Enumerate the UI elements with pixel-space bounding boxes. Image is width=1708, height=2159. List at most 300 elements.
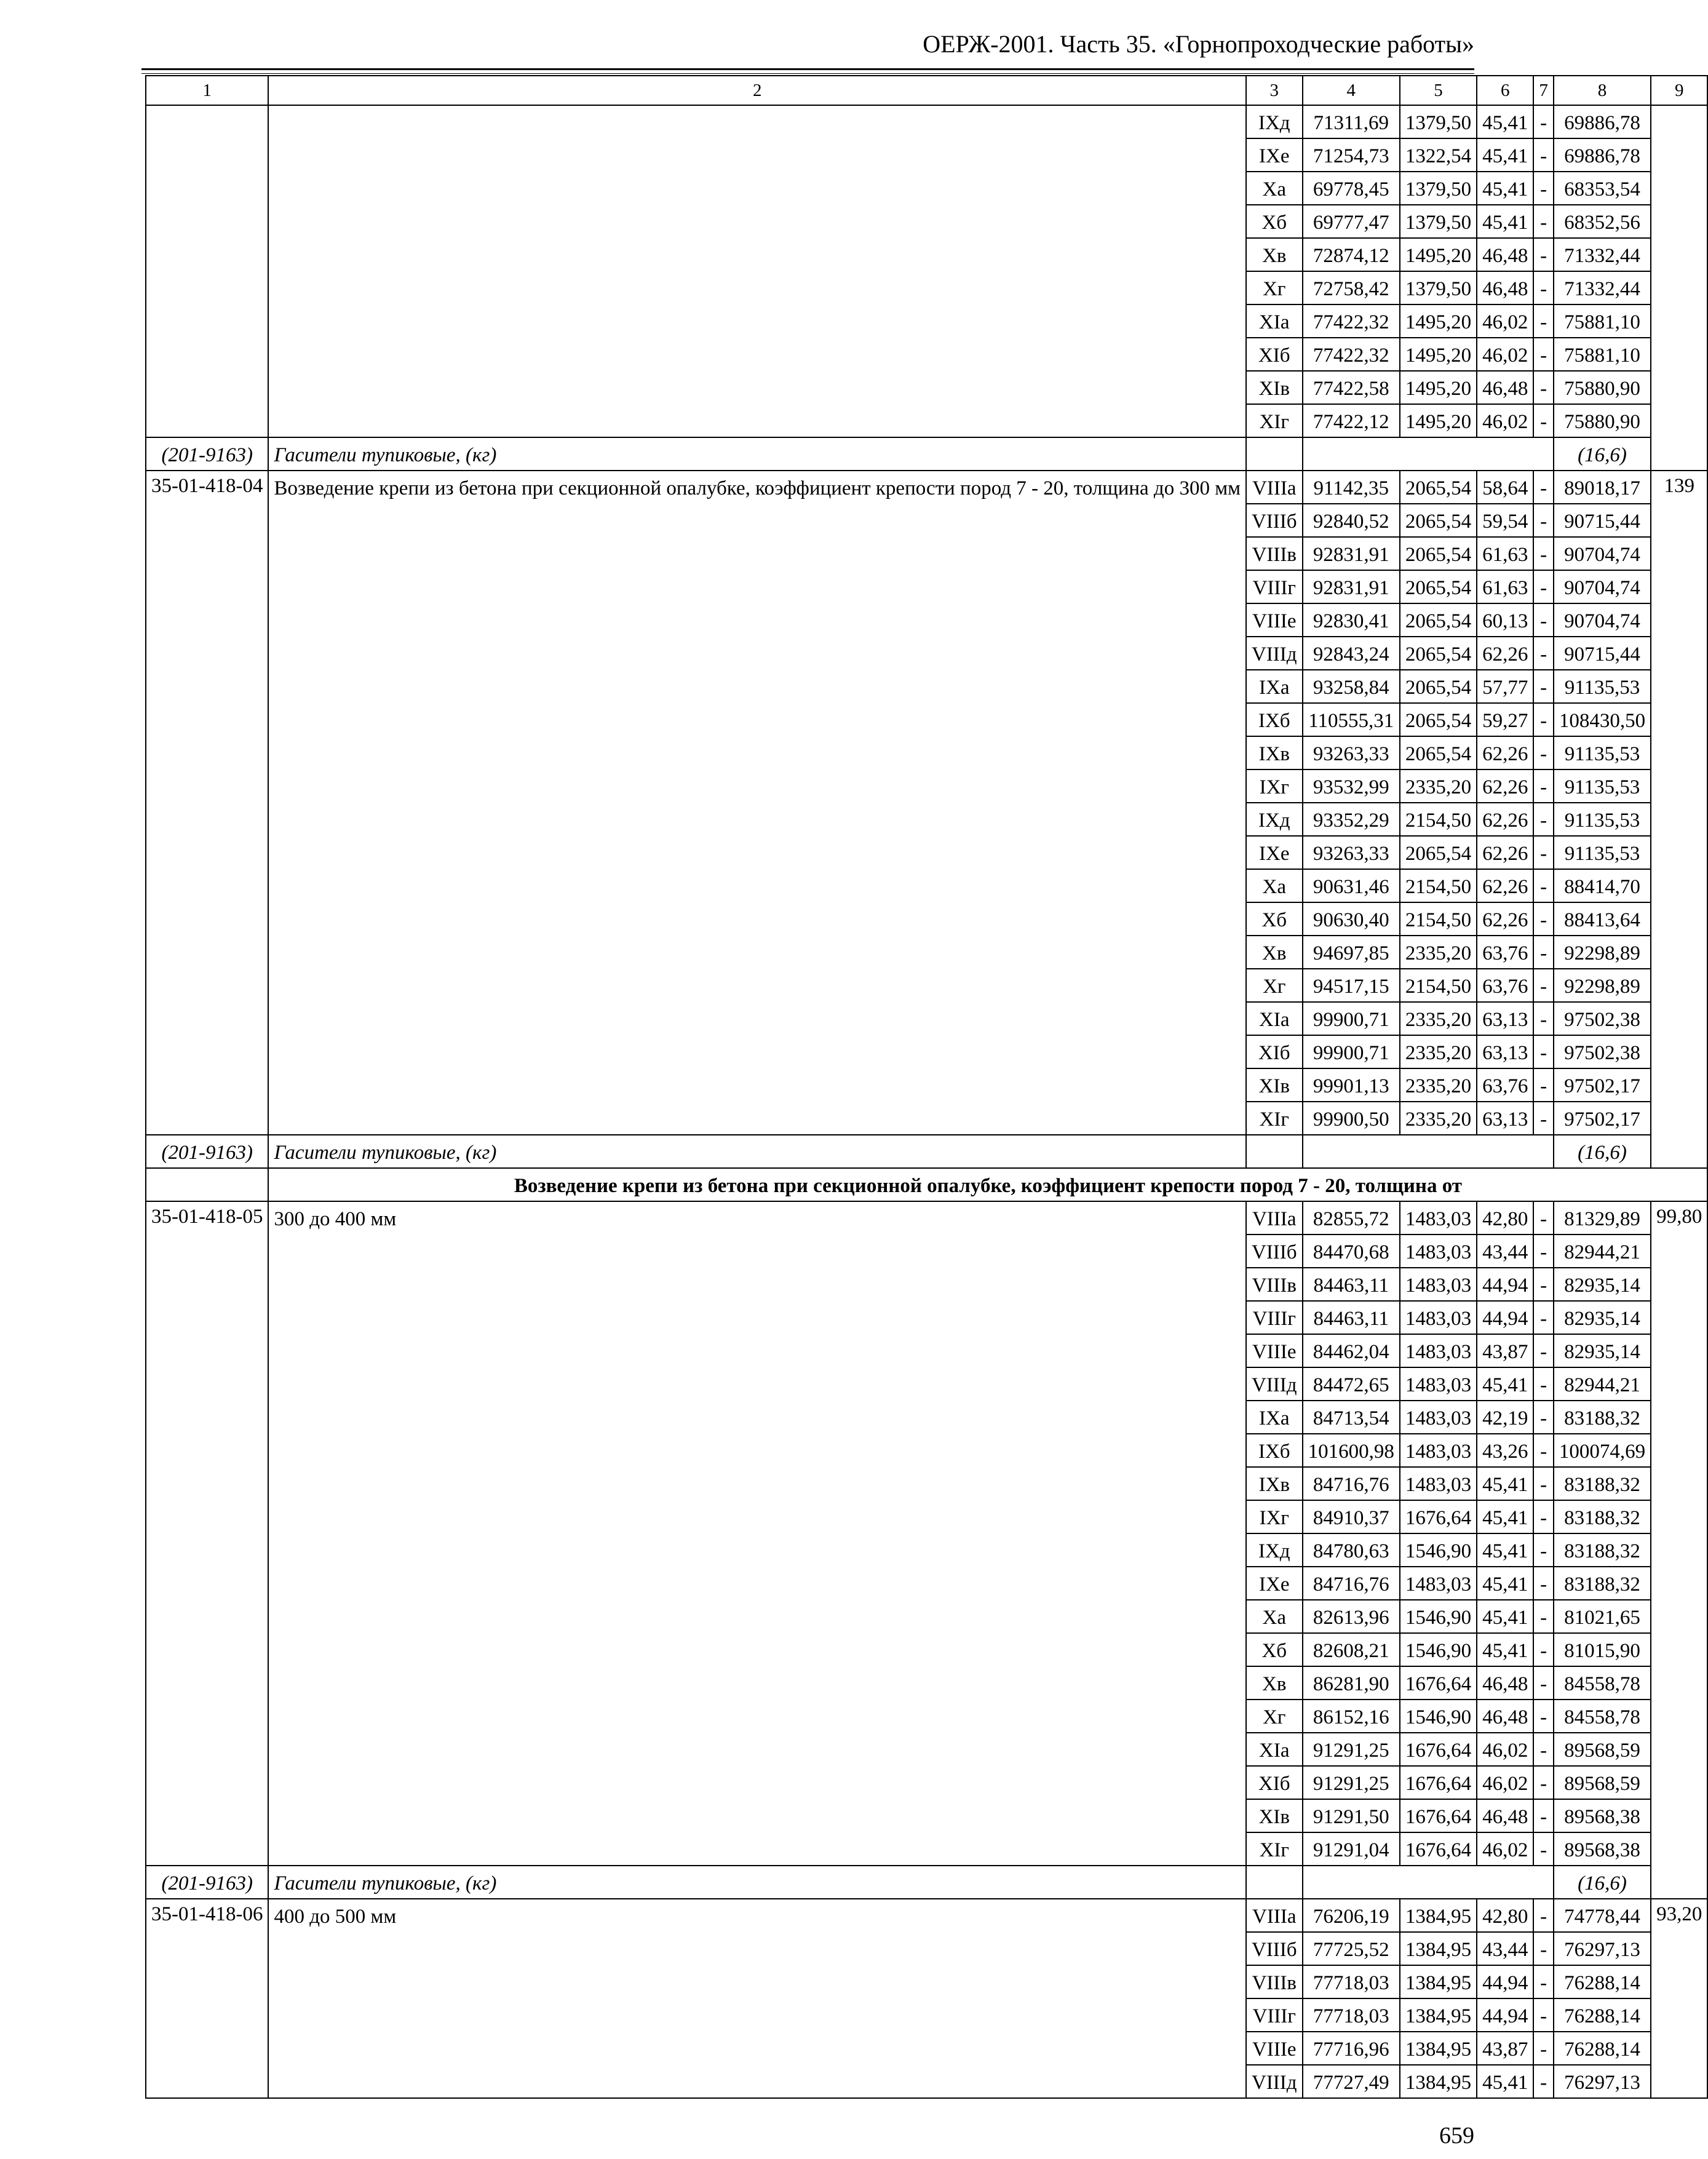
rock-category: XIа (1246, 1002, 1303, 1035)
total-cost: 92831,91 (1303, 570, 1400, 603)
rock-category: IXд (1246, 803, 1303, 836)
rock-category: VIIIд (1246, 637, 1303, 670)
wage-cost: 2154,50 (1400, 869, 1477, 902)
machine-cost: 44,94 (1477, 1268, 1533, 1301)
materials-cost: 76288,14 (1554, 1998, 1651, 2032)
price-table (145, 75, 1708, 2099)
total-cost: 93263,33 (1303, 836, 1400, 869)
rock-category: VIIIб (1246, 1932, 1303, 1965)
driver-wage: - (1533, 338, 1554, 371)
machine-cost: 45,41 (1477, 2065, 1533, 2098)
driver-wage: - (1533, 1666, 1554, 1700)
header-rule-thin (141, 73, 1474, 74)
total-cost: 84713,54 (1303, 1401, 1400, 1434)
table-row (146, 105, 1707, 138)
machine-cost: 45,41 (1477, 138, 1533, 172)
driver-wage: - (1533, 205, 1554, 238)
resource-code: (201-9163) (146, 437, 268, 471)
materials-cost: 97502,17 (1554, 1068, 1651, 1102)
rock-category: IXб (1246, 703, 1303, 736)
driver-wage: - (1533, 271, 1554, 304)
empty-cell (1303, 1866, 1554, 1899)
wage-cost: 2065,54 (1400, 736, 1477, 769)
wage-cost: 1379,50 (1400, 172, 1477, 205)
machine-cost: 44,94 (1477, 1301, 1533, 1334)
driver-wage: - (1533, 703, 1554, 736)
wage-cost: 1546,90 (1400, 1533, 1477, 1567)
rock-category: VIIIе (1246, 603, 1303, 637)
wage-cost: 2154,50 (1400, 803, 1477, 836)
materials-cost: 90715,44 (1554, 504, 1651, 537)
machine-cost: 63,76 (1477, 1068, 1533, 1102)
wage-cost: 1495,20 (1400, 338, 1477, 371)
empty-cell (1303, 1135, 1554, 1168)
rock-category: XIа (1246, 1733, 1303, 1766)
driver-wage: - (1533, 836, 1554, 869)
driver-wage: - (1533, 1467, 1554, 1500)
rock-category: Xб (1246, 205, 1303, 238)
total-cost: 90630,40 (1303, 902, 1400, 936)
materials-cost: 91135,53 (1554, 836, 1651, 869)
total-cost: 76206,19 (1303, 1899, 1400, 1932)
wage-cost: 2065,54 (1400, 537, 1477, 570)
wage-cost: 1483,03 (1400, 1401, 1477, 1434)
wage-cost: 1379,50 (1400, 271, 1477, 304)
driver-wage: - (1533, 105, 1554, 138)
machine-cost: 42,80 (1477, 1201, 1533, 1235)
wage-cost: 2065,54 (1400, 836, 1477, 869)
rock-category: Xб (1246, 1633, 1303, 1666)
materials-cost: 83188,32 (1554, 1567, 1651, 1600)
driver-wage: - (1533, 1268, 1554, 1301)
wage-cost: 2065,54 (1400, 703, 1477, 736)
driver-wage: - (1533, 1401, 1554, 1434)
wage-cost: 1483,03 (1400, 1367, 1477, 1401)
driver-wage: - (1533, 1235, 1554, 1268)
total-cost: 77718,03 (1303, 1998, 1400, 2032)
machine-cost: 57,77 (1477, 670, 1533, 703)
driver-wage: - (1533, 570, 1554, 603)
materials-cost: 83188,32 (1554, 1467, 1651, 1500)
resource-name: Гасители тупиковые, (кг) (268, 1866, 1246, 1899)
rock-category: Xа (1246, 172, 1303, 205)
materials-cost: 88413,64 (1554, 902, 1651, 936)
driver-wage: - (1533, 304, 1554, 338)
machine-cost: 46,48 (1477, 238, 1533, 271)
total-cost: 84910,37 (1303, 1500, 1400, 1533)
materials-cost: 89568,59 (1554, 1733, 1651, 1766)
materials-cost: 76288,14 (1554, 1965, 1651, 1998)
driver-wage: - (1533, 1600, 1554, 1633)
materials-cost: 81329,89 (1554, 1201, 1651, 1235)
materials-cost: 91135,53 (1554, 769, 1651, 803)
machine-cost: 63,76 (1477, 969, 1533, 1002)
rock-category: IXе (1246, 1567, 1303, 1600)
empty-cell (1246, 1866, 1303, 1899)
rock-category: Xв (1246, 936, 1303, 969)
machine-cost: 46,02 (1477, 304, 1533, 338)
machine-cost: 43,44 (1477, 1235, 1533, 1268)
wage-cost: 2065,54 (1400, 504, 1477, 537)
rock-category: IXа (1246, 670, 1303, 703)
resource-quantity: (16,6) (1554, 1135, 1651, 1168)
driver-wage: - (1533, 1899, 1554, 1932)
table-row (146, 1899, 1707, 1932)
machine-cost: 45,41 (1477, 1567, 1533, 1600)
wage-cost: 1322,54 (1400, 138, 1477, 172)
materials-cost: 89018,17 (1554, 471, 1651, 504)
materials-cost: 90704,74 (1554, 570, 1651, 603)
driver-wage: - (1533, 803, 1554, 836)
column-number: 3 (1246, 76, 1303, 105)
total-cost: 84470,68 (1303, 1235, 1400, 1268)
driver-wage: - (1533, 1932, 1554, 1965)
total-cost: 77422,58 (1303, 371, 1400, 404)
machine-cost: 44,94 (1477, 1998, 1533, 2032)
wage-cost: 1384,95 (1400, 1932, 1477, 1965)
materials-cost: 69886,78 (1554, 105, 1651, 138)
driver-wage: - (1533, 1832, 1554, 1866)
total-cost: 92843,24 (1303, 637, 1400, 670)
section-title: Возведение крепи из бетона при секционной опалубке, коэффициент крепости пород 7 - 20, толщина от (268, 1168, 1707, 1201)
position-code: 35-01-418-06 (146, 1899, 268, 2098)
total-cost: 77716,96 (1303, 2032, 1400, 2065)
rock-category: VIIIа (1246, 471, 1303, 504)
materials-cost: 91135,53 (1554, 736, 1651, 769)
machine-cost: 43,26 (1477, 1434, 1533, 1467)
total-cost: 99900,71 (1303, 1002, 1400, 1035)
wage-cost: 1546,90 (1400, 1633, 1477, 1666)
machine-cost: 42,19 (1477, 1401, 1533, 1434)
wage-cost: 2065,54 (1400, 471, 1477, 504)
materials-cost: 76288,14 (1554, 2032, 1651, 2065)
materials-cost: 83188,32 (1554, 1500, 1651, 1533)
driver-wage: - (1533, 1998, 1554, 2032)
driver-wage: - (1533, 736, 1554, 769)
wage-cost: 1384,95 (1400, 1998, 1477, 2032)
materials-cost: 90715,44 (1554, 637, 1651, 670)
driver-wage: - (1533, 371, 1554, 404)
wage-cost: 2335,20 (1400, 1035, 1477, 1068)
resource-code: (201-9163) (146, 1135, 268, 1168)
wage-cost: 1495,20 (1400, 371, 1477, 404)
wage-cost: 1495,20 (1400, 404, 1477, 437)
materials-cost: 108430,50 (1554, 703, 1651, 736)
machine-cost: 45,41 (1477, 172, 1533, 205)
total-cost: 86152,16 (1303, 1700, 1400, 1733)
materials-cost: 90704,74 (1554, 537, 1651, 570)
driver-wage: - (1533, 1533, 1554, 1567)
materials-cost: 75880,90 (1554, 404, 1651, 437)
materials-cost: 71332,44 (1554, 271, 1651, 304)
machine-cost: 63,13 (1477, 1102, 1533, 1135)
rock-category: Xа (1246, 869, 1303, 902)
resource-quantity: (16,6) (1554, 437, 1651, 471)
machine-cost: 45,41 (1477, 205, 1533, 238)
total-cost: 84472,65 (1303, 1367, 1400, 1401)
rock-category: XIб (1246, 1035, 1303, 1068)
machine-cost: 44,94 (1477, 1965, 1533, 1998)
resource-quantity: (16,6) (1554, 1866, 1651, 1899)
total-cost: 94517,15 (1303, 969, 1400, 1002)
driver-wage: - (1533, 1301, 1554, 1334)
resource-row (146, 1135, 1707, 1168)
machine-cost: 61,63 (1477, 537, 1533, 570)
wage-cost: 1384,95 (1400, 2032, 1477, 2065)
machine-cost: 45,41 (1477, 1633, 1533, 1666)
machine-cost: 63,76 (1477, 936, 1533, 969)
machine-cost: 45,41 (1477, 1500, 1533, 1533)
machine-cost: 43,87 (1477, 1334, 1533, 1367)
wage-cost: 2335,20 (1400, 1068, 1477, 1102)
driver-wage: - (1533, 936, 1554, 969)
rock-category: VIIIд (1246, 1367, 1303, 1401)
machine-cost: 62,26 (1477, 736, 1533, 769)
total-cost: 69777,47 (1303, 205, 1400, 238)
wage-cost: 1483,03 (1400, 1235, 1477, 1268)
materials-cost: 91135,53 (1554, 670, 1651, 703)
driver-wage: - (1533, 1965, 1554, 1998)
total-cost: 93258,84 (1303, 670, 1400, 703)
rock-category: IXе (1246, 836, 1303, 869)
wage-cost: 1495,20 (1400, 304, 1477, 338)
wage-cost: 2065,54 (1400, 603, 1477, 637)
materials-cost: 76297,13 (1554, 2065, 1651, 2098)
page-number: 659 (1439, 2123, 1474, 2149)
rock-category: VIIIг (1246, 1998, 1303, 2032)
total-cost: 99900,50 (1303, 1102, 1400, 1135)
machine-cost: 59,54 (1477, 504, 1533, 537)
total-cost: 94697,85 (1303, 936, 1400, 969)
total-cost: 77725,52 (1303, 1932, 1400, 1965)
total-cost: 92840,52 (1303, 504, 1400, 537)
wage-cost: 1384,95 (1400, 1899, 1477, 1932)
driver-wage: - (1533, 670, 1554, 703)
rock-category: Xб (1246, 902, 1303, 936)
driver-wage: - (1533, 969, 1554, 1002)
wage-cost: 1483,03 (1400, 1334, 1477, 1367)
column-number: 8 (1554, 76, 1651, 105)
driver-wage: - (1533, 1700, 1554, 1733)
wage-cost: 2065,54 (1400, 670, 1477, 703)
wage-cost: 1676,64 (1400, 1500, 1477, 1533)
machine-cost: 45,41 (1477, 105, 1533, 138)
column-number: 6 (1477, 76, 1533, 105)
wage-cost: 1676,64 (1400, 1666, 1477, 1700)
rock-category: XIа (1246, 304, 1303, 338)
wage-cost: 2335,20 (1400, 1002, 1477, 1035)
total-cost: 93263,33 (1303, 736, 1400, 769)
rock-category: VIIIа (1246, 1201, 1303, 1235)
rock-category: XIв (1246, 371, 1303, 404)
rock-category: IXб (1246, 1434, 1303, 1467)
total-cost: 77422,32 (1303, 304, 1400, 338)
materials-cost: 82935,14 (1554, 1268, 1651, 1301)
machine-cost: 62,26 (1477, 769, 1533, 803)
rock-category: IXа (1246, 1401, 1303, 1434)
wage-cost: 2335,20 (1400, 769, 1477, 803)
wage-cost: 1676,64 (1400, 1832, 1477, 1866)
wage-cost: 1483,03 (1400, 1567, 1477, 1600)
machine-cost: 46,02 (1477, 1832, 1533, 1866)
machine-cost: 46,02 (1477, 1766, 1533, 1799)
wage-cost: 1483,03 (1400, 1301, 1477, 1334)
machine-cost: 46,48 (1477, 1666, 1533, 1700)
wage-cost: 1546,90 (1400, 1600, 1477, 1633)
driver-wage: - (1533, 1201, 1554, 1235)
driver-wage: - (1533, 902, 1554, 936)
resource-row (146, 1866, 1707, 1899)
rock-category: Xа (1246, 1600, 1303, 1633)
rock-category: IXд (1246, 105, 1303, 138)
total-cost: 69778,45 (1303, 172, 1400, 205)
total-cost: 84463,11 (1303, 1301, 1400, 1334)
rock-category: IXв (1246, 1467, 1303, 1500)
position-code: 35-01-418-04 (146, 471, 268, 1135)
total-cost: 91291,04 (1303, 1832, 1400, 1866)
wage-cost: 1379,50 (1400, 105, 1477, 138)
column-9-value (1651, 105, 1707, 471)
machine-cost: 46,48 (1477, 371, 1533, 404)
wage-cost: 2335,20 (1400, 936, 1477, 969)
work-description: 300 до 400 мм (268, 1201, 1246, 1866)
materials-cost: 89568,38 (1554, 1832, 1651, 1866)
total-cost: 84716,76 (1303, 1567, 1400, 1600)
resource-code: (201-9163) (146, 1866, 268, 1899)
driver-wage: - (1533, 1002, 1554, 1035)
column-9-value: 139 (1651, 471, 1707, 1168)
materials-cost: 75881,10 (1554, 304, 1651, 338)
machine-cost: 46,48 (1477, 271, 1533, 304)
total-cost: 77718,03 (1303, 1965, 1400, 1998)
materials-cost: 68352,56 (1554, 205, 1651, 238)
materials-cost: 97502,38 (1554, 1035, 1651, 1068)
column-number: 4 (1303, 76, 1400, 105)
wage-cost: 2154,50 (1400, 969, 1477, 1002)
empty-cell (1246, 1135, 1303, 1168)
rock-category: Xг (1246, 969, 1303, 1002)
driver-wage: - (1533, 1733, 1554, 1766)
machine-cost: 58,64 (1477, 471, 1533, 504)
materials-cost: 97502,17 (1554, 1102, 1651, 1135)
materials-cost: 82944,21 (1554, 1235, 1651, 1268)
materials-cost: 68353,54 (1554, 172, 1651, 205)
rock-category: IXв (1246, 736, 1303, 769)
total-cost: 99901,13 (1303, 1068, 1400, 1102)
rock-category: XIб (1246, 338, 1303, 371)
wage-cost: 1384,95 (1400, 1965, 1477, 1998)
driver-wage: - (1533, 1035, 1554, 1068)
total-cost: 72874,12 (1303, 238, 1400, 271)
driver-wage: - (1533, 172, 1554, 205)
machine-cost: 45,41 (1477, 1600, 1533, 1633)
machine-cost: 63,13 (1477, 1002, 1533, 1035)
driver-wage: - (1533, 1434, 1554, 1467)
machine-cost: 62,26 (1477, 902, 1533, 936)
rock-category: Xг (1246, 271, 1303, 304)
driver-wage: - (1533, 1799, 1554, 1832)
rock-category: VIIIб (1246, 1235, 1303, 1268)
rock-category: VIIIе (1246, 1334, 1303, 1367)
rock-category: VIIIг (1246, 1301, 1303, 1334)
materials-cost: 83188,32 (1554, 1401, 1651, 1434)
machine-cost: 45,41 (1477, 1533, 1533, 1567)
materials-cost: 88414,70 (1554, 869, 1651, 902)
rock-category: VIIIв (1246, 537, 1303, 570)
materials-cost: 75881,10 (1554, 338, 1651, 371)
total-cost: 90631,46 (1303, 869, 1400, 902)
position-code (146, 105, 268, 437)
materials-cost: 82935,14 (1554, 1334, 1651, 1367)
machine-cost: 46,02 (1477, 1733, 1533, 1766)
machine-cost: 43,87 (1477, 2032, 1533, 2065)
wage-cost: 2065,54 (1400, 570, 1477, 603)
rock-category: VIIIв (1246, 1268, 1303, 1301)
machine-cost: 59,27 (1477, 703, 1533, 736)
total-cost: 92830,41 (1303, 603, 1400, 637)
total-cost: 93352,29 (1303, 803, 1400, 836)
rock-category: IXг (1246, 1500, 1303, 1533)
materials-cost: 100074,69 (1554, 1434, 1651, 1467)
total-cost: 91291,25 (1303, 1766, 1400, 1799)
resource-name: Гасители тупиковые, (кг) (268, 1135, 1246, 1168)
machine-cost: 62,26 (1477, 836, 1533, 869)
resource-row (146, 437, 1707, 471)
machine-cost: 42,80 (1477, 1899, 1533, 1932)
machine-cost: 46,48 (1477, 1799, 1533, 1832)
materials-cost: 81015,90 (1554, 1633, 1651, 1666)
materials-cost: 92298,89 (1554, 936, 1651, 969)
machine-cost: 61,63 (1477, 570, 1533, 603)
total-cost: 71254,73 (1303, 138, 1400, 172)
rock-category: XIв (1246, 1799, 1303, 1832)
total-cost: 91291,25 (1303, 1733, 1400, 1766)
position-code: 35-01-418-05 (146, 1201, 268, 1866)
work-description: Возведение крепи из бетона при секционной опалубке, коэффициент крепости пород 7 - 20, толщина до 300 мм (268, 471, 1246, 1135)
wage-cost: 1384,95 (1400, 2065, 1477, 2098)
table-row (146, 471, 1707, 504)
rock-category: VIIIд (1246, 2065, 1303, 2098)
materials-cost: 82935,14 (1554, 1301, 1651, 1334)
total-cost: 86281,90 (1303, 1666, 1400, 1700)
machine-cost: 46,02 (1477, 404, 1533, 437)
driver-wage: - (1533, 138, 1554, 172)
driver-wage: - (1533, 1334, 1554, 1367)
work-description: 400 до 500 мм (268, 1899, 1246, 2098)
column-number: 7 (1533, 76, 1554, 105)
driver-wage: - (1533, 637, 1554, 670)
resource-name: Гасители тупиковые, (кг) (268, 437, 1246, 471)
rock-category: Xв (1246, 238, 1303, 271)
work-description (268, 105, 1246, 437)
total-cost: 91291,50 (1303, 1799, 1400, 1832)
total-cost: 77422,12 (1303, 404, 1400, 437)
wage-cost: 1676,64 (1400, 1799, 1477, 1832)
rock-category: IXе (1246, 138, 1303, 172)
wage-cost: 1483,03 (1400, 1467, 1477, 1500)
materials-cost: 71332,44 (1554, 238, 1651, 271)
machine-cost: 46,48 (1477, 1700, 1533, 1733)
machine-cost: 62,26 (1477, 803, 1533, 836)
total-cost: 77727,49 (1303, 2065, 1400, 2098)
rock-category: VIIIг (1246, 570, 1303, 603)
driver-wage: - (1533, 404, 1554, 437)
column-9-value: 99,80 (1651, 1201, 1707, 1899)
machine-cost: 45,41 (1477, 1467, 1533, 1500)
wage-cost: 1495,20 (1400, 238, 1477, 271)
driver-wage: - (1533, 603, 1554, 637)
rock-category: XIб (1246, 1766, 1303, 1799)
